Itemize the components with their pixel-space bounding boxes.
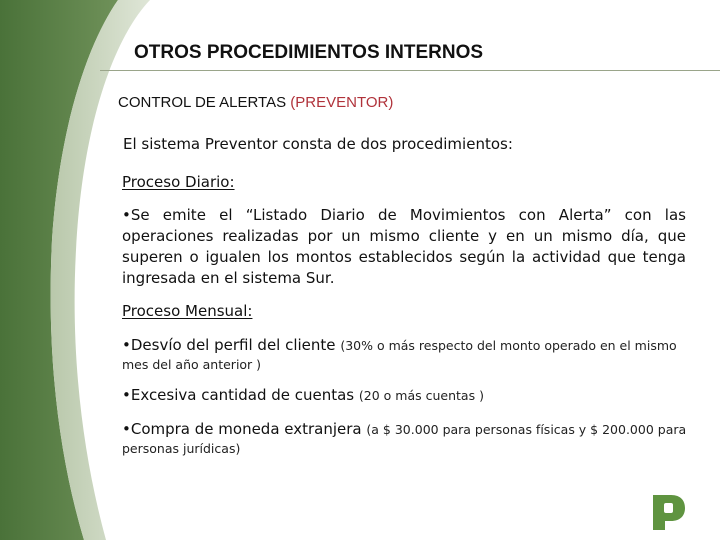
subtitle-main: CONTROL DE ALERTAS — [118, 94, 291, 111]
item-label: •Desvío del perfil del cliente — [122, 336, 336, 354]
item-label: •Compra de moneda extranjera — [122, 420, 362, 438]
monthly-item-profile-deviation — [122, 336, 688, 374]
daily-process-heading: Proceso Diario: — [122, 173, 235, 191]
subtitle-accent: (PREVENTOR) — [290, 94, 394, 111]
daily-process-text: •Se emite el “Listado Diario de Movimientos con Alerta” con las operaciones realizadas por un mismo cliente y en un mismo día, que superen o igualen los montos establecidos según la actividad que tenga ingresada en el sistema Sur. — [122, 206, 686, 287]
monthly-process-heading: Proceso Mensual: — [122, 302, 253, 320]
item-note: (a $ 30.000 para personas físicas y $ 200.000 para personas jurídicas) — [122, 422, 687, 456]
monthly-item-foreign-currency — [122, 420, 688, 458]
monthly-item-excess-accounts — [122, 386, 688, 405]
intro-text: El sistema Preventor consta de dos procedimientos: — [123, 135, 513, 153]
provincia-p-logo-icon — [650, 492, 686, 532]
item-note: (20 o más cuentas ) — [358, 388, 484, 403]
page-title: OTROS PROCEDIMIENTOS INTERNOS — [134, 42, 484, 63]
item-label: •Excesiva cantidad de cuentas — [122, 386, 355, 404]
title-divider — [100, 70, 720, 71]
section-subtitle — [118, 94, 393, 111]
item-note: (30% o más respecto del monto operado en el mismo mes del año anterior ) — [122, 338, 677, 372]
